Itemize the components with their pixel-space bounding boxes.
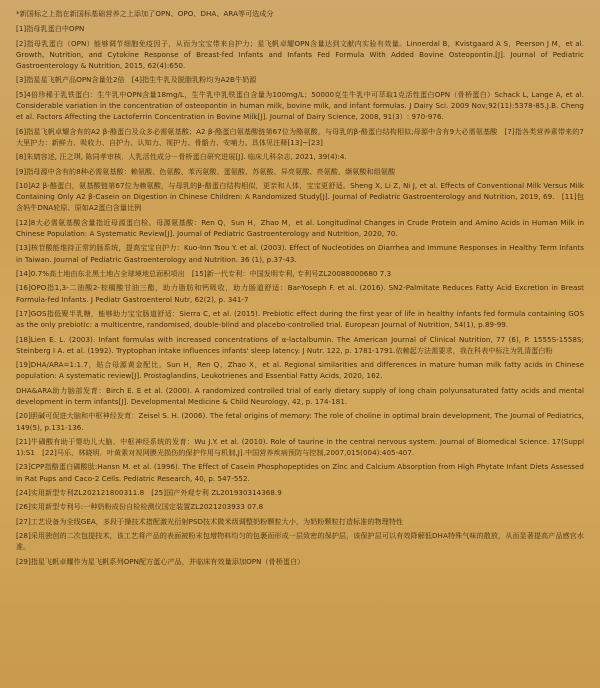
list-item: [19]DHA/ARA=1:1.7，贴合母源黄金配比。Sun H，Ren Q，Zhao X，et al. Regional similarities and differences in mature human milk fatty acids in Chinese population: A systematic review[J]. Prostaglandins, Leukotrienes and Essential Fatty Acids, 2020, 162.: [16, 360, 584, 381]
list-item: [24]实用新型专利ZL202121800311.8 [25]国产外观专利 ZL201930314368.9: [16, 488, 282, 498]
list-item: [13]核苷酸能维持正常的肠系统，提高宝宝自护力：Kuo-Inn Tsou Y. et al. (2003). Effect of Nucleotides on Diarrhea and Immune Responses in Healthy Term Infants in Taiwan. Journal of Pediatric Gastroenterology and Nutrition. 36 (1), p.37-43.: [16, 243, 584, 264]
list-item: [1]指母乳蛋白中OPN: [16, 24, 85, 34]
list-item: *新国标之上指在新国标基础营养之上添加了OPN、OPO、DHA、ARA等可选成分: [16, 9, 274, 18]
list-item: [10]A2 β-酪蛋白，氨基酸链第67位为赖氨酸，与母乳的β-酪蛋白结构相似，更亲和人体，宝宝更舒适。Sheng X, Li Z, Ni J, et al. Effects of Conventional Milk Versus Milk Containing Only A2 β-Casein on Digestion in Chinese Children: A Randomized Study[J]. Journal of Pediatric Gastroenterology and Nutrition, 2019, 69. [11]包含妈牛DNA轮原、原如A2蛋白含量比例: [16, 180, 584, 213]
list-item: [8]朱婧容述, 汪之琪, 陈同孝审核．人乳活性成分－骨桥蛋白研究进展[J]. 临床儿科杂志, 2021, 39(4):4.: [16, 152, 347, 162]
list-item: DHA&ARA助力脑部发育：Birch E. E et al. (2000). A randomized controlled trial of early dietary supply of long chain polyunsaturated fatty acids and mental development in term infants[J]. Developmental Medicine & Child Neurology, 42, p. 174-181.: [16, 385, 584, 406]
reference-list: [16, 8, 584, 567]
list-item: [28]采用独创的二次包提技术，该工艺将产品的表面被粉末包增物料均匀的包裹而形成一层致密的保护层，该保护层可以有效降解低DHA特殊气味的散放，从而显著提高产品感官水准。: [16, 531, 584, 552]
list-item: [20]胆碱可促进大脑和中枢神经发育：Zeisel S. H. (2006). The fetal origins of memory: The role of choline in optimal brain development, The Journal of Pediatrics, 149(5), p.131-136.: [16, 411, 584, 432]
list-item: [26]实用新型专利号:一种奶粉成份自检检测仪国定装置ZL2021203933 07.8: [16, 502, 264, 512]
list-item: [21]牛磺酸有助于婴幼儿大脑、中枢神经系统的发育：Wu J.Y. et al. (2010). Role of taurine in the central nervous system. Journal of Biomedical Science. 17(Suppl 1):S1 [22]马乐、林晓明．叶黄素对视网膜光损伤的保护作用与机制,J].中国营养疾病预防与控制,2007,015(004):405-407.: [16, 436, 584, 458]
list-item: [16]OPO指1,3-二油酸2-棕榈酸甘油三酯，助力脂肪和钙吸收，助力肠道舒适：Bar-Yoseph F. et al. (2016). SN2-Palmitate Reduces Fatty Acid Excretion in Breast Formula-fed Infants. J Pediatr Gastroenterol Nutr, 62(2), p. 341-7: [16, 283, 584, 304]
list-item: [9]指母源中含有的8种必需氨基酸：赖氨酸、色氨酸、苯丙氨酸、蛋氨酸、苏氨酸、异亮氨酸、亮氨酸、缬氨酸和组氨酸: [16, 166, 396, 176]
list-item: [18]Lien E. L. (2003). Infant formulas with increased concentrations of α-lactalbumin. The American Journal of Clinical Nutrition, 77 (6), P. 1555S-1558S; Steinberg I A. et al. (1992). Tryptophan intake influences infants' sleep latency. J Nutr. 122, p. 1781-1791.依赖起方法需要求，我在科表中标注为乳清蛋白粉: [16, 334, 584, 355]
list-item: [5]4倍珍稀于乳铁蛋白：生牛乳中OPN含量18mg/L，生牛乳中乳铁蛋白含量为100mg/L；50000克生牛乳中可萃取1克活性蛋白OPN（骨桥蛋白）Schack L, Lange A, et al. Considerable variation in the concentration of osteopontin in human milk, bovine milk, and infant formulas. J Dairy Sci. 2009 Nov;92(11):5378-85.J.B. Cheng et al. Factors Affecting the Lactoferrin Concentration in Bovine Milk[J]. Journal of Dairy Science, 2008, 91(3）: 970-976.: [16, 89, 584, 122]
list-item: [14]0.7%高土地由东北黑土地占全球境地总面积项出 [15]新一代专利：中国发明专利, 专利号ZL20088000680 7.3: [16, 268, 392, 278]
list-item: [3]指星星飞帆产品OPN含量处2倍 [4]指生牛乳及脱脂乳粉均为A2B牛奶源: [16, 75, 257, 85]
list-item: [23]CPP指酪蛋白磷酸肽:Hansn M. et al. (1996). The Effect of Casein Phosphopeptides on Zinc and Calcium Absorption from High Phytate Infant Diets Assessed in Rat Pups and Caco-2 Cells. Pediatric Research, 40, p. 547-552.: [16, 462, 584, 483]
list-item: [6]指星飞帆卓耀含有的A2 β-酪蛋白及众多必需氨基酸；A2 β-酪蛋白氨基酸链第67位为酪氨酸，与母乳的β-酪蛋白结构相似;母源中含有9大必需氨基酸 [7]指各类营养素带来的7大里护力：新鲜力、吸收力、自护力、认知力、视护力、骨骼力、安哺力。具体见注释[13]~[23]: [16, 126, 584, 147]
list-item: [12]8大必需氨基酸含量指近母源蛋白检。母源氨基酸：Ren Q，Sun H，Zhao M，et al. Longitudinal Changes in Crude Protein and Amino Acids in Human Milk in Chinese Population: A Systematic Review[J]. Journal of Pediatric Gastroenterology and Nutrition, 2020, 70.: [16, 217, 584, 238]
list-item: [29]指星飞帆卓耀作为星飞帆系列OPN配方蛋心产品，并临床有效量添加OPN（骨桥蛋白）: [16, 556, 305, 566]
list-item: [17]GOS指低聚半乳糖，能够助力宝宝肠道舒适：Sierra C, et al. (2015). Prebiotic effect during the first year of life in healthy infants fed formula containing GOS as the only prebiotic: a multicentre, randomised, double-blind and placebo-controlled trial. European Journal of Nutrition, 54(1), p.89-99.: [16, 308, 584, 330]
list-item: [27]工艺设备为全线GEA，多段于操技术措配激光衍射PSD技术微米级调整奶粉颗粒大小，为奶粉颗粒打造标准的物理特性: [16, 516, 404, 526]
list-item: [2]指母乳蛋白（OPN）能够调节细胞免疫因子，从而为宝宝带来自护力；星飞帆卓耀OPN含量达到文献内实验有效量。Linnerdal B，Kvistgaard A S，Peerson J M，et al. Growth, Nutrition, and Cytokine Response of Breast-fed Infants and Infants Fed Formula With Added Bovine Osteopontin.[J]. Journal of Pediatric Gastroenterology & Nutrition, 2015, 62(4):650.: [16, 38, 584, 70]
